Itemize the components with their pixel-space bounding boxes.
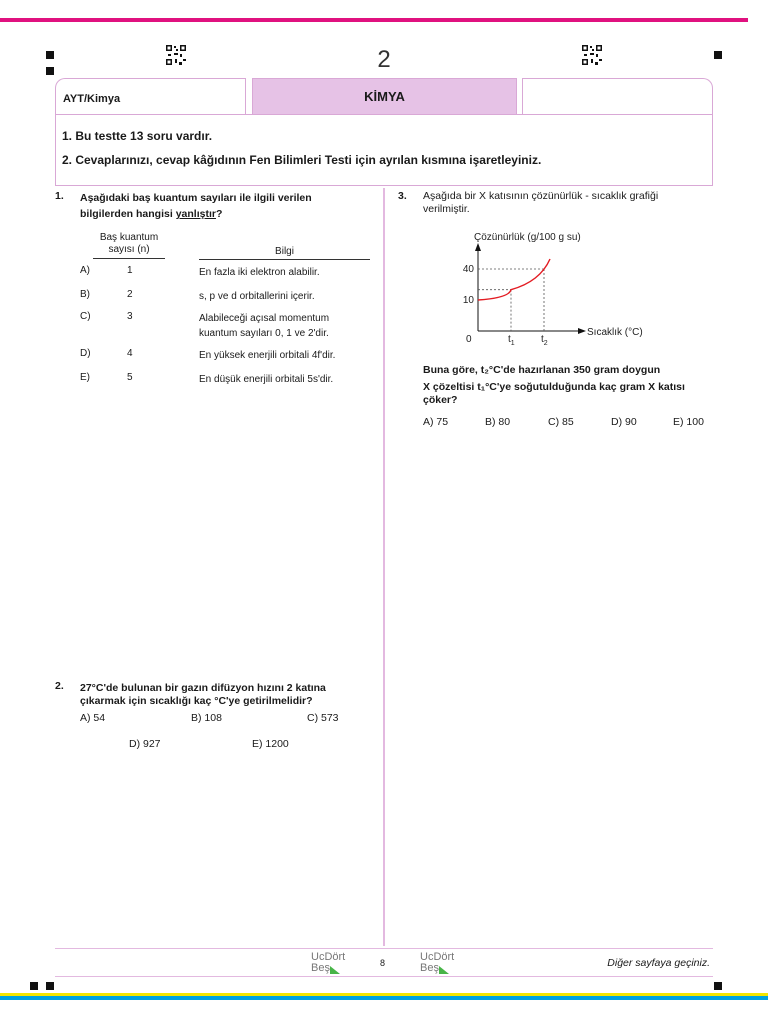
question-number: 1.	[55, 190, 64, 202]
option-row[interactable]: A) 1 En fazla iki elektron alabilir.	[80, 265, 320, 278]
header-subject: KİMYA	[252, 78, 517, 114]
header-right-box	[522, 78, 713, 114]
test-header	[55, 78, 713, 186]
answer-option[interactable]: E) 100	[673, 416, 704, 428]
question-stem: Aşağıdaki baş kuantum sayıları ile ilgili verilen bilgilerden hangisi yanlıştır?	[80, 192, 312, 220]
question-3-stem: Buna göre, t₂°C'de hazırlanan 350 gram doygun X çözeltisi t₁°C'ye soğutulduğunda kaç gram X katısı çöker?	[423, 364, 685, 406]
answer-option[interactable]: A) 75	[423, 416, 449, 428]
option-row[interactable]: B) 2 s, p ve d orbitallerini içerir.	[80, 289, 315, 302]
x-tick-label: $t_1$	[508, 334, 515, 347]
page-number-top: 2	[377, 46, 391, 73]
chart-ylabel: Çözünürlük (g/100 g su)	[474, 232, 581, 243]
answer-option[interactable]: D) 927	[129, 738, 161, 750]
option-row[interactable]: C) 3 Alabileceği açısal momentum kuantum sayıları 0, 1 ve 2'dir.	[80, 311, 330, 339]
question-stem: 27°C'de bulunan bir gazın difüzyon hızını 2 katına çıkarmak için sıcaklığı kaç °C'ye getirilmelidir?	[80, 682, 326, 707]
column-divider	[383, 188, 385, 946]
question-3	[398, 190, 718, 220]
answer-option[interactable]: C) 85	[548, 416, 574, 428]
answer-option[interactable]: D) 90	[611, 416, 637, 428]
y-axis-arrow-icon	[475, 243, 481, 251]
answer-option[interactable]: B) 108	[191, 712, 222, 724]
answer-option[interactable]: E) 1200	[252, 738, 289, 750]
answer-option[interactable]: B) 80	[485, 416, 511, 428]
y-tick-label: 40	[462, 264, 474, 275]
logo-triangle-icon	[330, 966, 340, 974]
answer-option[interactable]: A) 54	[80, 712, 106, 724]
table-header-n: Baş kuantum sayısı (n)	[93, 232, 165, 259]
next-page-note: Diğer sayfaya geçiniz.	[607, 957, 710, 969]
question-2	[55, 680, 375, 714]
option-row[interactable]: E) 5 En düşük enerjili orbitali 5s'dir.	[80, 372, 334, 385]
solubility-chart	[420, 228, 650, 353]
bottom-stripe-blue	[0, 996, 768, 1000]
publisher-logo: UcDört Beş	[311, 951, 346, 974]
page-number-bottom: 8	[380, 958, 386, 968]
header-exam-name: AYT/Kimya	[55, 78, 246, 114]
question-intro: Aşağıda bir X katısının çözünürlük - sıcaklık grafiği verilmiştir.	[423, 190, 659, 215]
registration-mark	[46, 982, 54, 990]
question-1	[55, 190, 375, 230]
question-number: 3.	[398, 190, 407, 202]
solubility-curve	[478, 259, 550, 300]
top-accent-bar	[0, 18, 748, 22]
question-number: 2.	[55, 680, 64, 692]
table-header-info: Bilgi	[199, 246, 370, 260]
registration-mark	[30, 982, 38, 990]
logo-triangle-icon	[439, 966, 449, 974]
instructions-box	[55, 114, 713, 186]
registration-mark	[714, 982, 722, 990]
chart-xlabel: Sıcaklık (°C)	[587, 327, 643, 338]
answer-option[interactable]: C) 573	[307, 712, 339, 724]
x-axis-arrow-icon	[578, 328, 586, 334]
instruction-2: 2. Cevaplarınızı, cevap kâğıdının Fen Bilimleri Testi için ayrılan kısmına işaretleyiniz.	[62, 153, 542, 167]
instruction-1: 1. Bu testte 13 soru vardır.	[62, 129, 213, 143]
option-row[interactable]: D) 4 En yüksek enerjili orbitali 4f'dir.	[80, 348, 336, 361]
x-tick-label: $t_2$	[541, 334, 548, 347]
publisher-logo: UcDört Beş	[420, 951, 455, 974]
footer-divider	[55, 948, 713, 949]
footer-divider	[55, 976, 713, 977]
chart-marks	[463, 259, 550, 347]
x-tick-label: 0	[466, 334, 472, 345]
y-tick-label: 10	[462, 295, 474, 306]
